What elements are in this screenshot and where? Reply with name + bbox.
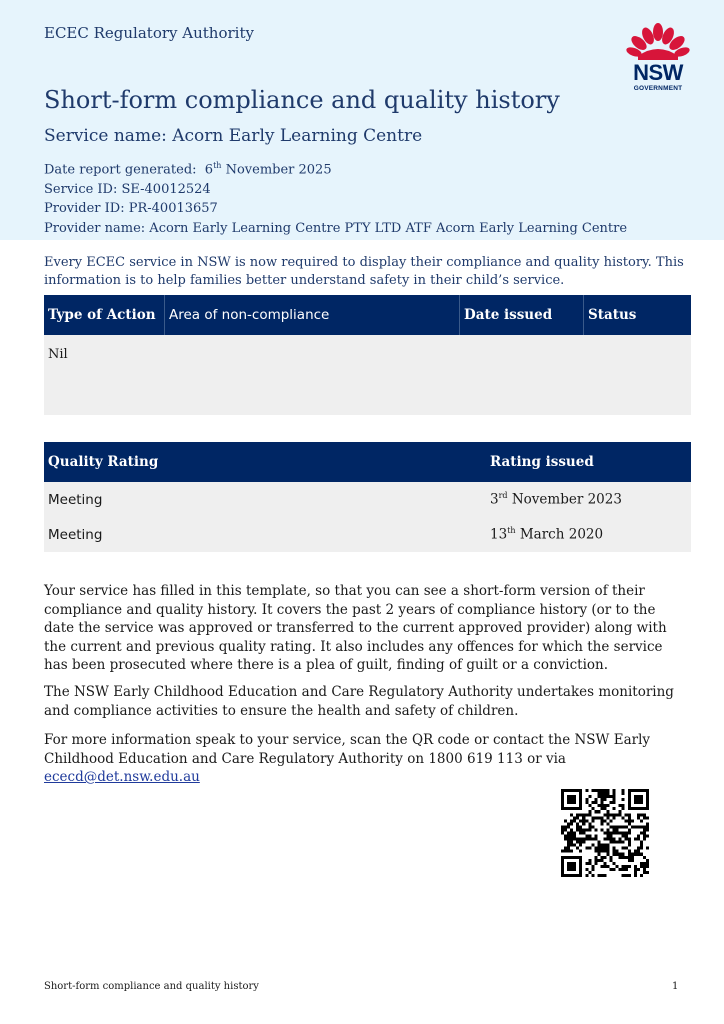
authority-paragraph: The NSW Early Childhood Education and Care Regulatory Authority undertakes monitoring and compliance activities to ensure the health and safety of children. [44, 684, 674, 719]
date-generated: Date report generated: 6th November 2025 [44, 161, 332, 178]
col-date-issued: Date issued [459, 295, 583, 335]
service-name: Service name: Acorn Early Learning Centre [44, 126, 423, 146]
table-row [44, 517, 691, 552]
logo-nsw-text: NSW [633, 60, 683, 85]
logo-government-text: GOVERNMENT [633, 85, 683, 92]
provider-id: Provider ID: PR-40013657 [44, 201, 218, 217]
footer-title: Short-form compliance and quality history [44, 981, 259, 992]
nsw-government-logo [624, 22, 692, 94]
report-meta [44, 156, 627, 238]
compliance-table-body [44, 335, 691, 415]
quality-rating-table [44, 442, 691, 552]
qr-code-icon[interactable] [561, 789, 649, 877]
rating-value: Meeting [48, 526, 103, 543]
quality-table-body [44, 482, 691, 552]
col-quality-rating: Quality Rating [48, 454, 159, 470]
rating-date: 3rd November 2023 [490, 491, 622, 508]
table-row: Nil [48, 347, 68, 362]
col-type-of-action: Type of Action [48, 307, 156, 323]
authority-label: ECEC Regulatory Authority [44, 24, 254, 42]
table-row [44, 482, 691, 517]
waratah-icon [624, 22, 692, 62]
header-band [0, 0, 724, 240]
contact-paragraph: For more information speak to your service, scan the QR code or contact the NSW Early Childhood Education and Care Regulatory Authority on 1800 619 113 or via ececd@det.nsw.edu.au [44, 732, 651, 785]
rating-value: Meeting [48, 491, 103, 508]
compliance-table [44, 295, 691, 415]
compliance-table-header [44, 295, 691, 335]
provider-name: Provider name: Acorn Early Learning Centre PTY LTD ATF Acorn Early Learning Centre [44, 220, 628, 236]
service-id: Service ID: SE-40012524 [44, 181, 211, 197]
col-status: Status [583, 295, 691, 335]
explanation-paragraph: Your service has filled in this template, so that you can see a short-form version of their compliance and quality history. It covers the past 2 years of compliance history (or to the date the service was approved or transferred to the current approved provider) along with the current and previous quality rating. It also includes any offences for which the service has been prosecuted where there is a plea of guilt, finding of guilt or a conviction. [44, 583, 667, 673]
rating-date: 13th March 2020 [490, 526, 604, 543]
email-link[interactable]: ececd@det.nsw.edu.au [44, 769, 200, 785]
col-area-of-non-compliance: Area of non-compliance [164, 295, 459, 335]
page-number: 1 [672, 981, 679, 992]
quality-table-header [44, 442, 691, 482]
col-rating-issued: Rating issued [490, 454, 594, 470]
page-title: Short-form compliance and quality history [44, 86, 560, 114]
intro-text: Every ECEC service in NSW is now required to display their compliance and quality history. This information is to help families better understand safety in their child’s service. [44, 255, 684, 288]
